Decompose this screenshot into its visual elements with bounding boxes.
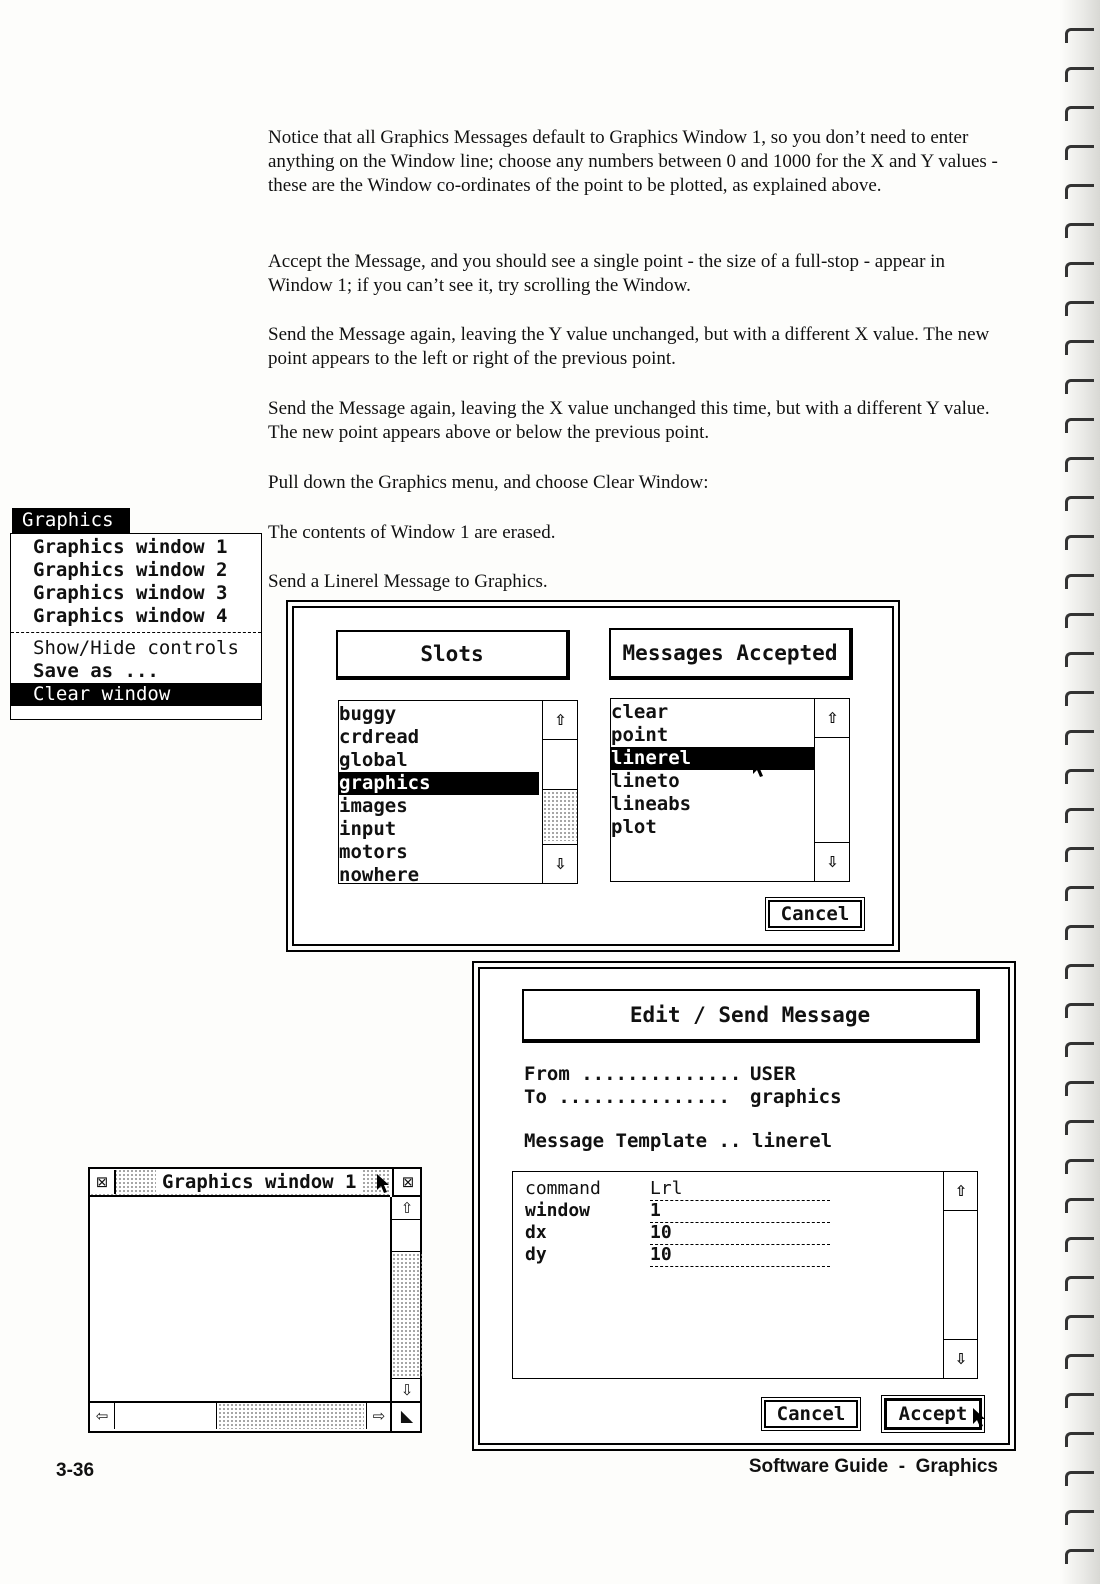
- slots-dialog: [292, 606, 894, 946]
- edit-send-message-title: Edit / Send Message: [629, 1003, 871, 1027]
- binding-ring: [1065, 1354, 1094, 1369]
- binding-ring: [1065, 184, 1094, 199]
- message-header-fields: [524, 1063, 964, 1153]
- message-item[interactable]: linerel: [611, 747, 814, 770]
- cancel-button[interactable]: Cancel: [768, 900, 862, 928]
- binding-ring: [1065, 262, 1094, 277]
- paragraph-send-x: Send the Message again, leaving the Y value unchanged, but with a different X value. The new point appears to the left or right of the previous point.: [268, 324, 990, 369]
- field-value-input[interactable]: 10: [650, 1244, 830, 1267]
- field-name: dx: [525, 1222, 547, 1243]
- menu-item-graphics-window-3[interactable]: Graphics window 3: [33, 582, 228, 604]
- vertical-scrollbar[interactable]: [390, 1197, 422, 1401]
- paragraph-send-y: Send the Message again, leaving the X value unchanged this time, but with a different Y value. The new point appears above or below the previous point.: [268, 398, 990, 443]
- binding-ring: [1065, 730, 1094, 745]
- slot-item[interactable]: input: [339, 818, 397, 840]
- slot-item[interactable]: images: [339, 795, 408, 817]
- graphics-menu: [10, 508, 262, 720]
- paragraph-window-defaults: Notice that all Graphics Messages default to Graphics Window 1, so you don’t need to enter anything on the Window line; choose any numbers between 0 and 1000 for the X and Y values - these are the Window co-ordinates of the point to be plotted, as explained above.: [268, 127, 998, 196]
- graphics-window-1: [88, 1167, 422, 1433]
- to-row: [524, 1086, 964, 1109]
- from-value: USER: [750, 1063, 796, 1085]
- binding-ring: [1065, 613, 1094, 628]
- message-item[interactable]: plot: [611, 816, 657, 838]
- paragraph-pull-down-menu: Pull down the Graphics menu, and choose Clear Window:: [268, 472, 709, 493]
- vertical-track[interactable]: [392, 1253, 422, 1377]
- message-field-row: [513, 1222, 933, 1244]
- menu-item-show-hide-controls[interactable]: Show/Hide controls: [33, 637, 239, 659]
- scroll-thumb[interactable]: [543, 741, 578, 790]
- binding-ring: [1065, 886, 1094, 901]
- binding-ring: [1065, 496, 1094, 511]
- slots-header: [336, 630, 570, 680]
- menu-item-clear-window[interactable]: Clear window: [11, 683, 261, 706]
- close-icon[interactable]: ⊠: [90, 1170, 116, 1194]
- down-arrow-icon[interactable]: ⇩: [543, 844, 578, 883]
- messages-scrollbar[interactable]: [814, 699, 850, 881]
- vertical-thumb[interactable]: [392, 1221, 422, 1252]
- scroll-track[interactable]: [543, 791, 578, 841]
- menu-item-graphics-window-2[interactable]: Graphics window 2: [33, 559, 228, 581]
- menu-divider: [11, 632, 261, 633]
- binding-ring: [1065, 574, 1094, 589]
- binding-ring: [1065, 1237, 1094, 1252]
- paragraph-contents-erased: The contents of Window 1 are erased.: [268, 522, 556, 543]
- horizontal-scrollbar[interactable]: [90, 1401, 390, 1431]
- fields-scrollbar[interactable]: [943, 1172, 978, 1378]
- slots-title: Slots: [420, 642, 484, 666]
- right-arrow-icon[interactable]: ⇨: [366, 1403, 391, 1429]
- mouse-pointer-icon: [972, 1407, 986, 1429]
- from-label: From ..............: [524, 1063, 742, 1085]
- slots-list[interactable]: [338, 700, 578, 884]
- section-title: Software Guide - Graphics: [748, 1456, 998, 1477]
- binding-ring: [1065, 1510, 1094, 1525]
- binding-ring: [1065, 769, 1094, 784]
- binding-ring: [1065, 28, 1094, 43]
- up-arrow-icon[interactable]: ⇧: [392, 1197, 422, 1220]
- messages-list[interactable]: [610, 698, 850, 882]
- menu-control-items: [11, 637, 261, 683]
- template-row: [524, 1130, 964, 1153]
- to-value: graphics: [750, 1086, 842, 1108]
- binding-ring: [1065, 301, 1094, 316]
- mouse-pointer-icon: [376, 1173, 390, 1195]
- window-title: Graphics window 1: [156, 1170, 362, 1194]
- up-arrow-icon[interactable]: ⇧: [815, 699, 850, 738]
- messages-accepted-header: [609, 628, 853, 680]
- binding-ring: [1065, 1432, 1094, 1447]
- resize-icon[interactable]: ◣: [390, 1401, 422, 1431]
- binding-ring: [1065, 925, 1094, 940]
- binding-ring: [1065, 1198, 1094, 1213]
- field-name: dy: [525, 1244, 547, 1265]
- message-field-row: [513, 1200, 933, 1222]
- slot-item[interactable]: buggy: [339, 703, 397, 725]
- edit-send-message-dialog: [478, 967, 1010, 1445]
- paragraph-accept-message: Accept the Message, and you should see a single point - the size of a full-stop - appear in Window 1; if you can’t see it, try scrolling the Window.: [268, 251, 945, 296]
- paragraph-send-linerel: Send a Linerel Message to Graphics.: [268, 571, 548, 592]
- mouse-pointer-icon: [752, 757, 766, 779]
- slots-items: [339, 703, 539, 884]
- binding-ring: [1065, 1081, 1094, 1096]
- binding-ring: [1065, 379, 1094, 394]
- message-fields-panel: [512, 1171, 978, 1379]
- to-label: To ...............: [524, 1086, 730, 1108]
- binding-ring: [1065, 1276, 1094, 1291]
- binding-ring: [1065, 1471, 1094, 1486]
- binding-ring: [1065, 106, 1094, 121]
- slot-item[interactable]: nowhere: [339, 864, 420, 884]
- messages-accepted-title: Messages Accepted: [622, 641, 838, 665]
- slot-item[interactable]: motors: [339, 841, 408, 863]
- binding-ring: [1065, 964, 1094, 979]
- binding-ring: [1065, 808, 1094, 823]
- message-item[interactable]: clear: [611, 701, 669, 723]
- message-item[interactable]: lineabs: [611, 793, 692, 815]
- binding-ring: [1065, 691, 1094, 706]
- binding-ring: [1065, 1315, 1094, 1330]
- messages-items: [611, 701, 814, 839]
- up-arrow-icon[interactable]: ⇧: [944, 1172, 978, 1211]
- slots-scrollbar[interactable]: [542, 701, 578, 883]
- field-value-input[interactable]: Lrl: [650, 1178, 830, 1201]
- horizontal-thumb[interactable]: [116, 1403, 217, 1429]
- accept-button[interactable]: Accept: [884, 1398, 982, 1430]
- binding-ring: [1065, 145, 1094, 160]
- binding-ring: [1065, 1393, 1094, 1408]
- down-arrow-icon[interactable]: ⇩: [815, 842, 850, 881]
- graphics-menu-panel: [10, 533, 262, 720]
- binding-ring: [1065, 457, 1094, 472]
- horizontal-track[interactable]: [218, 1403, 364, 1429]
- graphics-canvas[interactable]: [90, 1197, 390, 1401]
- field-value-input[interactable]: 10: [650, 1222, 830, 1245]
- message-field-row: [513, 1244, 933, 1266]
- message-item[interactable]: point: [611, 724, 669, 746]
- binding-ring: [1065, 340, 1094, 355]
- binding-ring: [1065, 1159, 1094, 1174]
- binding-ring: [1065, 535, 1094, 550]
- binding-ring: [1065, 652, 1094, 667]
- message-field-rows: [513, 1178, 933, 1266]
- down-arrow-icon[interactable]: ⇩: [944, 1339, 978, 1378]
- menu-item-graphics-window-4[interactable]: Graphics window 4: [33, 605, 228, 627]
- template-value: linerel: [752, 1130, 833, 1152]
- menu-item-save-as[interactable]: Save as ...: [33, 660, 159, 682]
- binding-ring: [1065, 847, 1094, 862]
- field-name: command: [525, 1178, 601, 1199]
- fuller-icon[interactable]: ⊠: [392, 1169, 422, 1197]
- graphics-menu-title[interactable]: Graphics: [12, 508, 130, 533]
- menu-item-graphics-window-1[interactable]: Graphics window 1: [33, 536, 228, 558]
- message-item[interactable]: lineto: [611, 770, 680, 792]
- binding-ring: [1065, 1549, 1094, 1564]
- edit-send-message-header: [522, 989, 980, 1043]
- down-arrow-icon[interactable]: ⇩: [392, 1378, 422, 1401]
- binding-ring: [1065, 1042, 1094, 1057]
- menu-window-items: [11, 534, 261, 628]
- mouse-pointer-icon: [196, 683, 210, 705]
- spiral-binding: [1060, 0, 1100, 1584]
- up-arrow-icon[interactable]: ⇧: [543, 701, 578, 740]
- binding-ring: [1065, 1120, 1094, 1135]
- template-label: Message Template ..: [524, 1130, 742, 1152]
- from-row: [524, 1063, 964, 1086]
- field-name: window: [525, 1200, 591, 1221]
- cancel-button[interactable]: Cancel: [764, 1400, 858, 1428]
- slot-item[interactable]: graphics: [339, 772, 539, 795]
- page-number: 3-36: [56, 1460, 95, 1481]
- binding-ring: [1065, 418, 1094, 433]
- slot-item[interactable]: global: [339, 749, 408, 771]
- binding-ring: [1065, 1003, 1094, 1018]
- slot-item[interactable]: crdread: [339, 726, 420, 748]
- binding-ring: [1065, 223, 1094, 238]
- title-bar[interactable]: [90, 1169, 390, 1197]
- message-field-row: [513, 1178, 933, 1200]
- binding-ring: [1065, 67, 1094, 82]
- left-arrow-icon[interactable]: ⇦: [90, 1403, 115, 1429]
- field-value-input[interactable]: 1: [650, 1200, 830, 1223]
